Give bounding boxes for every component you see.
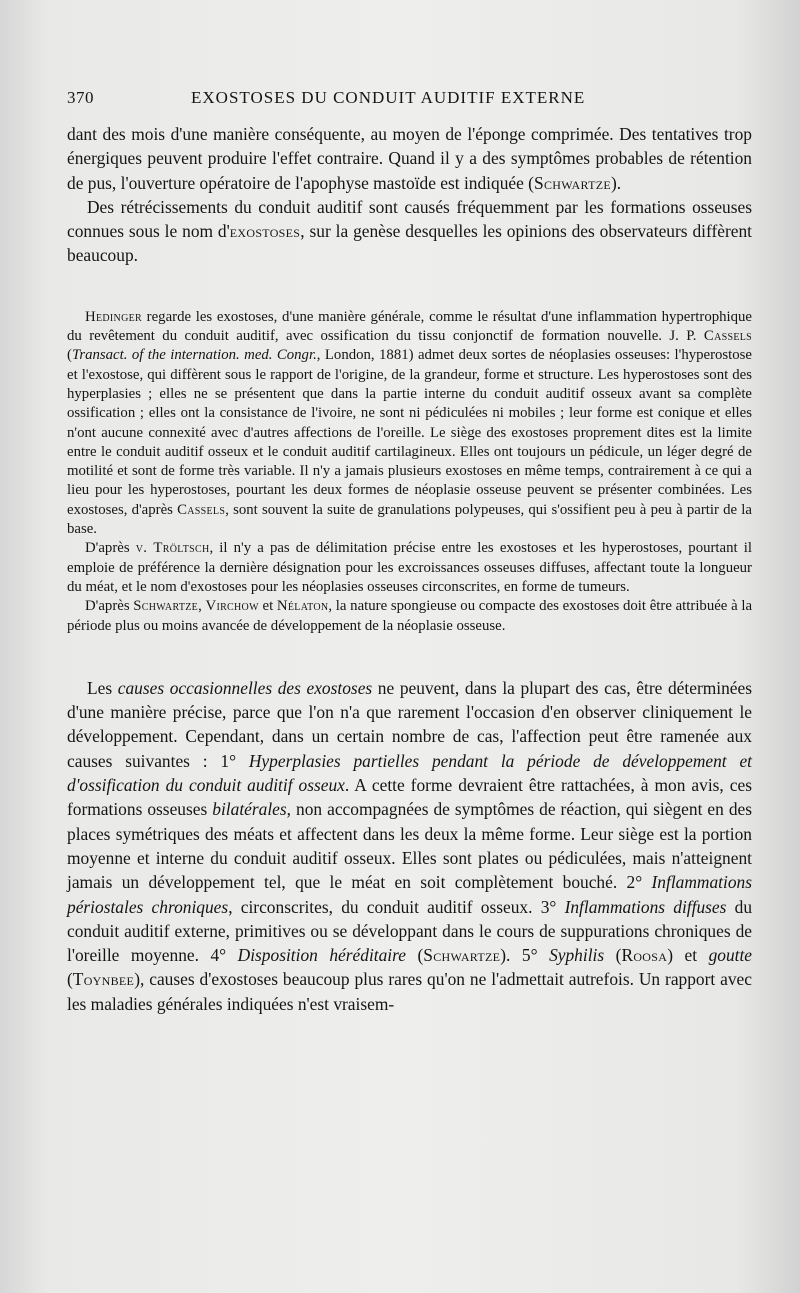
emphasis: causes occasionnelles des exostoses [117,677,373,698]
page-header [67,88,752,116]
emphasis: Inflammations périostales chroniques [67,872,752,917]
emphasis: Disposition héréditaire [237,945,406,966]
page-number: 370 [67,88,94,107]
note-paragraph: Hedinger regarde les exostoses, d'une manière générale, comme le résultat d'une inflammation hypertrophique du revêtement du conduit auditif, avec ossification du tissu conjonctif de formation nouvelle. J. P. Cassels (Transact. of the internation. med. Congr., London, 1881) admet deux sortes de néoplasies osseuses: l'hyperostose et l'exostose, qui diffèrent sous le rapport de l'origine, de la grandeur, forme et structure. Les hyperostoses sont des hyperplasies ; elles ne se présentent que dans la partie interne du conduit auditif osseux avant sa complète ossification ; elles ont la consistance de l'ivoire, ne sont ni pédiculées ni mobiles ; leur forme est conique et elles n'ont aucune connexité avec d'autres affections de l'oreille. Le siège des exostoses proprement dites est la limite entre le conduit auditif osseux et le conduit auditif cartilagineux. Elles ont toujours un pédicule, un léger degré de motilité et sont de forme très variable. Il n'y a jamais plusieurs exostoses en même temps, contrairement à ce qui a lieu pour les hyperostoses, pourtant les deux formes de néoplasie osseuse peuvent se présenter combinées. Les exostoses, d'après Cassels, sont souvent la suite de granulations polypeuses, qui s'ossifient peu à peu à partir de la base. [67,308,753,538]
author-name: Cassels [177,501,226,518]
author-name: Hedinger [85,308,142,325]
author-name: v. Tröltsch [135,540,210,557]
emphasis: Inflammations diffuses [564,896,727,917]
emphasis: bilatérales [212,799,287,820]
author-name: Schwartze [423,945,501,966]
emphasis: Syphilis [549,945,605,966]
note-paragraph: D'après v. Tröltsch, il n'y a pas de délimitation précise entre les exostoses et les hyperostoses, pourtant il emploie de préférence la dernière désignation pour les excroissances osseuses diffuses, affectant toute la longueur du méat, et le nom d'exostoses pour les néoplasies osseuses circonscrites, en forme de tumeurs. [67,540,752,595]
term: exostoses [229,221,301,242]
journal-title: Transact. of the internation. med. Congr. [71,347,317,364]
emphasis: Hyperplasies partielles pendant la période de développement et d'ossification du conduit auditif osseux [67,750,753,796]
running-title: EXOSTOSES DU CONDUIT AUDITIF EXTERNE [191,88,586,107]
intro-text [67,122,752,268]
author-name: Schwartze [533,172,611,193]
notes-block [67,308,752,636]
author-name: Roosa [621,945,668,966]
note-paragraph: D'après Schwartze, Virchow et Nélaton, la nature spongieuse ou compacte des exostoses doit être attribuée à la période plus ou moins avancée de développement de la néoplasie osseuse. [67,598,753,634]
author-name: Cassels [703,328,752,345]
author-name: Virchow [205,598,259,615]
paragraph: Les causes occasionnelles des exostoses ne peuvent, dans la plupart des cas, être déterminées d'une manière précise, parce que l'on n'a que rarement l'occasion d'en observer cliniquement le développement. Cependant, dans un certain nombre de cas, l'affection peut être ramenée aux causes suivantes : 1° Hyperplasies partielles pendant la période de développement et d'ossification du conduit auditif osseux. A cette forme devraient être rattachées, à mon avis, ces formations osseuses bilatérales, non accompagnées de symptômes de réaction, qui siègent en des places symétriques des méats et affectent dans les deux la même forme. Leur siège est la portion moyenne et interne du conduit auditif osseux. Elles sont plates ou pédiculées, mais n'atteignent jamais un développement tel, que le méat en soit complètement bouché. 2° Inflammations périostales chroniques, circonscrites, du conduit auditif osseux. 3° Inflammations diffuses du conduit auditif externe, primitives ou se développant dans le cours de suppurations chroniques de l'oreille moyenne. 4° Disposition héréditaire (Schwartze). 5° Syphilis (Roosa) et goutte (Toynbee), causes d'exostoses beaucoup plus rares qu'on ne l'admettait autrefois. Un rapport avec les maladies générales indiquées n'est vraisem- [67,677,753,1014]
main-text [67,676,752,1016]
author-name: Nélaton [276,598,329,615]
paragraph: Des rétrécissements du conduit auditif sont causés fréquemment par les formations osseuses connues sous le nom d'exostoses, sur la genèse desquelles les opinions des observateurs diffèrent beaucoup. [67,196,752,266]
author-name: Schwartze [133,598,199,615]
emphasis: goutte [708,945,753,966]
author-name: Toynbee [72,969,135,990]
paragraph: dant des mois d'une manière conséquente, au moyen de l'éponge comprimée. Des tentatives trop énergiques peuvent produire l'effet contraire. Quand il y a des symptômes probables de rétention de pus, l'ouverture opératoire de l'apophyse mastoïde est indiquée (Schwartze). [67,124,752,193]
